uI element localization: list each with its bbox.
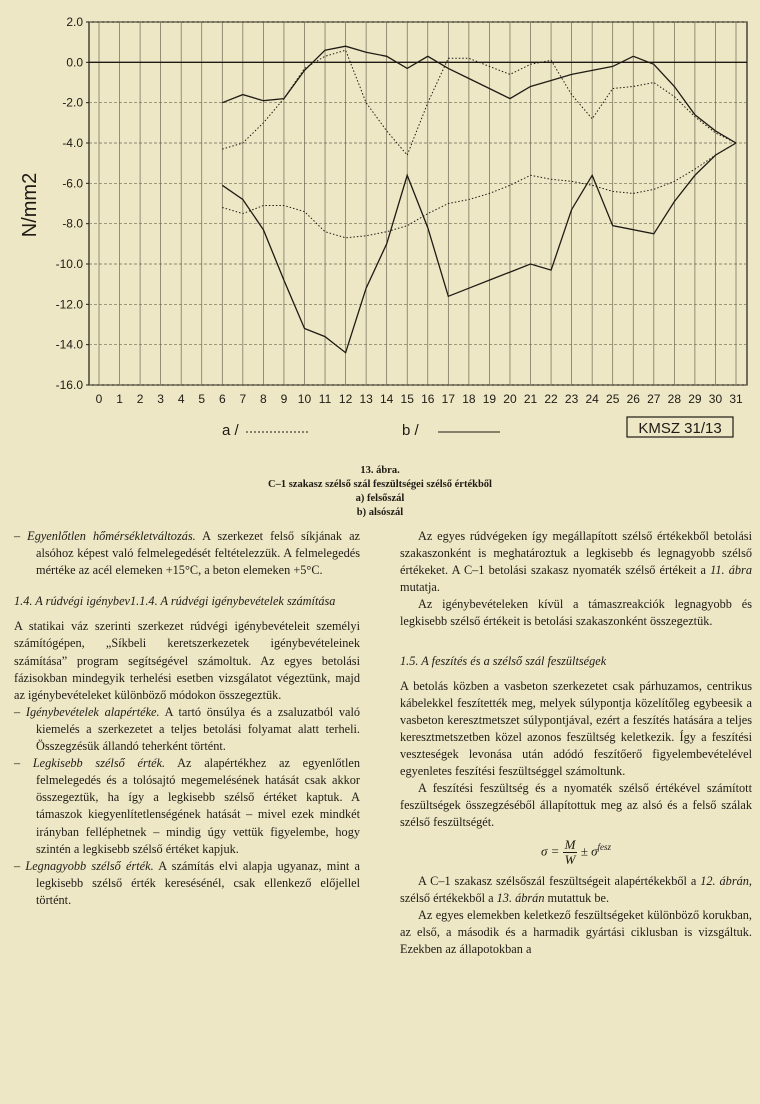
paragraph-max-value: – Legnagyobb szélső érték. A számítás elvi alapja ugyanaz, mint a legkisebb szélső érték keresésénél, csak ellenkező előjellel történt.	[14, 858, 360, 907]
x-tick-label: 0	[95, 392, 103, 406]
x-tick-label: 15	[400, 392, 414, 406]
y-axis-label: N/mm2	[19, 172, 41, 238]
stress-chart	[0, 0, 760, 455]
x-tick-label: 16	[421, 392, 435, 406]
x-tick-label: 26	[626, 392, 640, 406]
x-tick-label: 12	[338, 392, 353, 406]
y-tick-label: -2.0	[62, 95, 83, 110]
y-tick-label: -12.0	[55, 297, 83, 312]
x-tick-label: 24	[585, 392, 599, 406]
legend-label-a: a /	[222, 422, 239, 439]
paragraph-temperature: – Egyenlőtlen hőmérsékletváltozás. A szerkezet felső síkjának az alsóhoz képest való felmelegedését feltételezzük. A felmelegedés mértéke az acél elemeken +15°C, a beton elemeken +5°C.	[14, 529, 360, 578]
y-tick-label: -6.0	[62, 176, 83, 191]
x-tick-label: 13	[359, 392, 373, 406]
x-tick-label: 23	[564, 392, 579, 406]
y-tick-label: -8.0	[62, 216, 83, 231]
x-tick-label: 9	[280, 392, 288, 406]
paragraph-figure-ref: A C–1 szakasz szélsőszál feszültségeit alapértékekből a 12. ábrán, szélső értékekből a 13. ábrán mutattuk be.	[400, 873, 752, 905]
x-tick-label: 4	[177, 392, 185, 406]
figure-sub-b: b) alsószál	[356, 507, 404, 518]
x-tick-label: 22	[544, 392, 558, 406]
figure-sub-a: a) felsőszál	[355, 493, 405, 504]
figure-title: C–1 szakasz szélső szál feszültségei szélső értékből	[268, 479, 492, 490]
paragraph-base-value: – Igénybevételek alapértéke. A tartó önsúlya és a zsaluzatból való kiemelés a szerkezetet a teljes betolási folyamat alatt terheli. Összegzésük állandó teherként történt.	[14, 704, 361, 754]
x-tick-label: 3	[157, 392, 164, 406]
legend	[222, 422, 500, 439]
x-tick-label: 21	[523, 392, 538, 406]
y-tick-label: -4.0	[62, 136, 83, 150]
y-tick-label: -10.0	[55, 257, 83, 271]
y-axis-ticks	[56, 15, 89, 392]
y-tick-label: -16.0	[55, 378, 83, 392]
y-tick-label: 0.0	[66, 55, 83, 70]
x-tick-label: 27	[647, 392, 661, 406]
x-tick-label: 10	[297, 392, 312, 406]
x-tick-label: 17	[441, 392, 456, 406]
x-tick-label: 25	[606, 392, 620, 406]
x-tick-label: 5	[198, 392, 206, 406]
paragraph-stress-sum: A feszítési feszültség és a nyomaték szélső értékével számított feszültségek összegzéséből állapítottuk meg az alsó és a felső szálak szélső feszültségét.	[400, 781, 752, 830]
x-tick-label: 30	[708, 392, 723, 406]
paragraph-reactions: Az igénybevételeken kívül a támaszreakciók legnagyobb és legkisebb szélső értékeit is betolási szakaszonként összegeztük.	[400, 597, 752, 629]
left-column	[14, 528, 360, 909]
x-tick-label: 11	[318, 392, 332, 406]
x-tick-label: 20	[503, 392, 517, 406]
right-column	[400, 528, 752, 958]
series-line-a-solid	[222, 46, 736, 143]
x-tick-label: 19	[482, 392, 497, 406]
chart-series	[222, 46, 736, 353]
paragraph-extremes: Az egyes rúdvégeken így megállapított szélső értékekből betolási szakaszonként is meghatároztuk a legkisebb és legnagyobb szélső értékeket. A C–1 betolási szakasz nyomaték szélső értékeit a 11. ábra mutatja.	[400, 529, 752, 595]
x-tick-label: 6	[218, 392, 226, 406]
legend-label-b: b /	[402, 422, 419, 439]
x-axis-ticks	[96, 392, 743, 406]
x-tick-label: 18	[462, 392, 476, 406]
series-line-b-solid	[222, 143, 736, 353]
paragraph-calculation: A statikai váz szerinti szerkezet rúdvégi igénybevételeit személyi számítógépen, „Síkbeli keretszerkezetek igénybevételeinek számítása” program segítségével számoltuk. Az egyes betolási fázisokban mindegyik terhelési esetben vizsgálatot végeztünk, majd az igénybevételeket különböző módokon összegeztük.	[14, 619, 360, 702]
heading-1-4: 1.4. A rúdvégi igénybev1.1.4. A rúdvégi igénybevételek számítása	[14, 594, 336, 609]
x-tick-label: 8	[260, 392, 267, 406]
heading-1-5: 1.5. A feszítés és a szélső szál feszültségek	[400, 653, 607, 668]
stamp-text: KMSZ 31/13	[638, 420, 722, 437]
formula: σ = $\frac{M}{W}$ ± $\sigma^{fesz}$	[540, 836, 612, 867]
figure-number: 13. ábra.	[360, 465, 400, 476]
formula-fraction: $\frac{M}{W}$	[564, 836, 576, 867]
paragraph-min-value: – Legkisebb szélső érték. Az alapértékhez az egyenlőtlen felmelegedés és a tolósajtó megemelésének hatását csak akkor összegeztük, ha így a legkisebb szélső értéket kaptuk. A támaszok kiegyenlítetlenségének hatását – mivel ezek mindkét irányban felléphetnek – mindig úgy vettük figyelembe, hogy szintén a legkisebb szélső értéket kapjuk.	[14, 756, 360, 856]
x-tick-label: 14	[379, 392, 394, 406]
paragraph-cycles: Az egyes elemekben keletkező feszültségeket különböző korukban, az első, a második és a harmadik gyártási ciklusban is vizsgáltuk. Ezekben az állapotokban a	[400, 907, 752, 956]
x-tick-label: 29	[688, 392, 702, 406]
x-tick-label: 2	[136, 392, 144, 406]
paragraph-prestress: A betolás közben a vasbeton szerkezetet csak párhuzamos, centrikus kábelekkel feszítették meg, melyek súlypontja közelítőleg egybeesik a vasbeton keresztmetszet súlypontjával, ezért a feszítés hatására a teljes keresztmetszetben közel azonos feszültség keletkezik. Így a feszítési veszteségek levonása után adódó feszítőerő figyelembevételével egyenletes feszítési feszültséggel számoltunk.	[400, 678, 752, 779]
x-tick-label: 31	[729, 392, 743, 406]
y-tick-label: 2.0	[66, 15, 83, 29]
x-tick-label: 1	[116, 392, 123, 406]
y-tick-label: -14.0	[55, 337, 83, 352]
x-tick-label: 7	[239, 392, 247, 406]
x-tick-label: 28	[667, 392, 682, 406]
